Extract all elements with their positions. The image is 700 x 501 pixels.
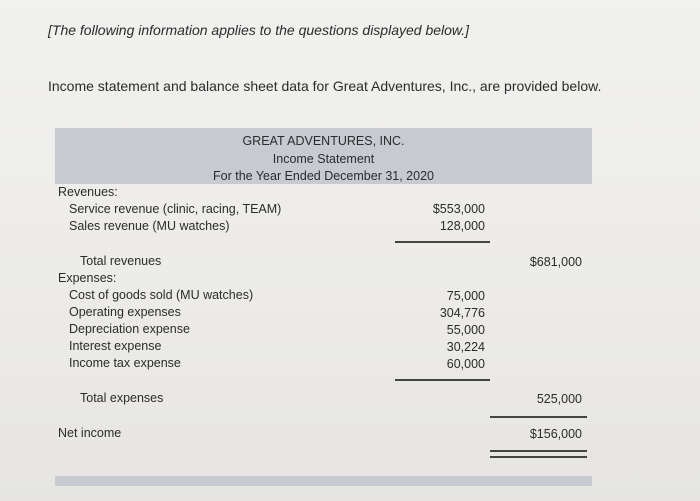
expense-subtotal-rule xyxy=(395,379,490,381)
revenue-item-label: Sales revenue (MU watches) xyxy=(69,219,230,233)
net-income-double-rule-bottom xyxy=(490,456,587,458)
revenue-subtotal-rule xyxy=(395,241,490,243)
statement-footer xyxy=(55,476,592,486)
expense-item-label: Income tax expense xyxy=(69,356,181,370)
total-revenues-amount: $681,000 xyxy=(529,255,582,269)
total-revenues-label: Total revenues xyxy=(80,254,162,268)
net-income-label: Net income xyxy=(58,426,122,440)
expense-item-label: Interest expense xyxy=(69,339,162,353)
total-expenses-label: Total expenses xyxy=(80,391,164,405)
expense-item-label: Depreciation expense xyxy=(69,322,190,336)
net-income-amount: $156,000 xyxy=(529,427,582,441)
expense-item-label: Cost of goods sold (MU watches) xyxy=(69,288,254,302)
expenses-label: Expenses: xyxy=(58,271,117,285)
expense-item-amount: 75,000 xyxy=(446,289,485,303)
total-expenses-rule xyxy=(490,416,587,418)
intro-note: [The following information applies to the questions displayed below.] xyxy=(48,22,470,38)
expense-item-amount: 30,224 xyxy=(446,340,485,354)
revenue-item-amount: $553,000 xyxy=(432,202,485,216)
statement-title: Income Statement xyxy=(272,152,375,166)
net-income-double-rule-top xyxy=(490,450,587,452)
total-expenses-amount: 525,000 xyxy=(536,392,582,406)
revenue-item-label: Service revenue (clinic, racing, TEAM) xyxy=(69,202,282,216)
company-name: GREAT ADVENTURES, INC. xyxy=(242,134,405,148)
expense-item-label: Operating expenses xyxy=(69,305,181,319)
revenue-item-amount: 128,000 xyxy=(439,219,485,233)
lead-text: Income statement and balance sheet data for Great Adventures, Inc., are provided below. xyxy=(48,78,602,94)
statement-period: For the Year Ended December 31, 2020 xyxy=(213,169,434,183)
expense-item-amount: 55,000 xyxy=(446,323,485,337)
revenues-label: Revenues: xyxy=(58,185,118,199)
expense-item-amount: 60,000 xyxy=(446,357,485,371)
expense-item-amount: 304,776 xyxy=(439,306,485,320)
